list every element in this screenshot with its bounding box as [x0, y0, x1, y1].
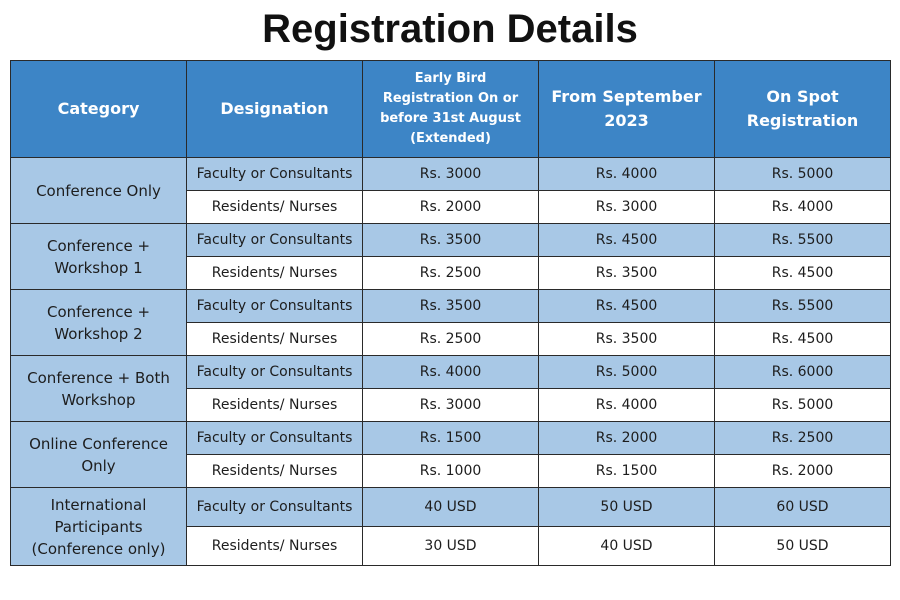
- category-cell: Online Conference Only: [11, 422, 187, 488]
- table-row: [11, 356, 891, 389]
- designation-cell: Residents/ Nurses: [187, 527, 363, 566]
- header-designation: Designation: [187, 61, 363, 158]
- table-row: [11, 422, 891, 455]
- on-spot-price: Rs. 4500: [715, 257, 891, 290]
- on-spot-price: Rs. 5500: [715, 290, 891, 323]
- on-spot-price: Rs. 5000: [715, 158, 891, 191]
- header-from-september: From September 2023: [539, 61, 715, 158]
- september-price: Rs. 4000: [539, 158, 715, 191]
- header-early-bird: Early Bird Registration On or before 31st August (Extended): [363, 61, 539, 158]
- on-spot-price: Rs. 5500: [715, 224, 891, 257]
- category-cell: Conference + Both Workshop: [11, 356, 187, 422]
- page-title: Registration Details: [262, 7, 638, 51]
- table-row: [11, 224, 891, 257]
- table-row: [11, 290, 891, 323]
- designation-cell: Faculty or Consultants: [187, 422, 363, 455]
- on-spot-price: Rs. 5000: [715, 389, 891, 422]
- on-spot-price: 50 USD: [715, 527, 891, 566]
- registration-table: [10, 60, 891, 566]
- early-bird-price: Rs. 3500: [363, 224, 539, 257]
- table-row: [11, 488, 891, 527]
- early-bird-price: Rs. 4000: [363, 356, 539, 389]
- early-bird-price: 40 USD: [363, 488, 539, 527]
- designation-cell: Faculty or Consultants: [187, 158, 363, 191]
- category-cell: Conference + Workshop 2: [11, 290, 187, 356]
- designation-cell: Faculty or Consultants: [187, 488, 363, 527]
- september-price: Rs. 3500: [539, 257, 715, 290]
- header-row: [11, 61, 891, 158]
- designation-cell: Residents/ Nurses: [187, 389, 363, 422]
- early-bird-price: Rs. 3500: [363, 290, 539, 323]
- september-price: Rs. 3500: [539, 323, 715, 356]
- september-price: Rs. 1500: [539, 455, 715, 488]
- september-price: Rs. 4500: [539, 224, 715, 257]
- category-cell: International Participants (Conference only): [11, 488, 187, 566]
- early-bird-price: Rs. 2000: [363, 191, 539, 224]
- early-bird-price: Rs. 3000: [363, 158, 539, 191]
- header-category: Category: [11, 61, 187, 158]
- september-price: Rs. 3000: [539, 191, 715, 224]
- category-cell: Conference + Workshop 1: [11, 224, 187, 290]
- early-bird-price: 30 USD: [363, 527, 539, 566]
- header-on-spot: On Spot Registration: [715, 61, 891, 158]
- designation-cell: Residents/ Nurses: [187, 323, 363, 356]
- september-price: 40 USD: [539, 527, 715, 566]
- designation-cell: Residents/ Nurses: [187, 191, 363, 224]
- september-price: Rs. 2000: [539, 422, 715, 455]
- early-bird-price: Rs. 2500: [363, 257, 539, 290]
- designation-cell: Residents/ Nurses: [187, 455, 363, 488]
- early-bird-price: Rs. 1000: [363, 455, 539, 488]
- designation-cell: Faculty or Consultants: [187, 356, 363, 389]
- designation-cell: Faculty or Consultants: [187, 224, 363, 257]
- september-price: Rs. 5000: [539, 356, 715, 389]
- on-spot-price: Rs. 4500: [715, 323, 891, 356]
- table-row: [11, 158, 891, 191]
- september-price: Rs. 4000: [539, 389, 715, 422]
- category-cell: Conference Only: [11, 158, 187, 224]
- designation-cell: Residents/ Nurses: [187, 257, 363, 290]
- on-spot-price: Rs. 6000: [715, 356, 891, 389]
- early-bird-price: Rs. 3000: [363, 389, 539, 422]
- on-spot-price: 60 USD: [715, 488, 891, 527]
- early-bird-price: Rs. 1500: [363, 422, 539, 455]
- september-price: Rs. 4500: [539, 290, 715, 323]
- september-price: 50 USD: [539, 488, 715, 527]
- designation-cell: Faculty or Consultants: [187, 290, 363, 323]
- early-bird-price: Rs. 2500: [363, 323, 539, 356]
- on-spot-price: Rs. 2000: [715, 455, 891, 488]
- on-spot-price: Rs. 4000: [715, 191, 891, 224]
- on-spot-price: Rs. 2500: [715, 422, 891, 455]
